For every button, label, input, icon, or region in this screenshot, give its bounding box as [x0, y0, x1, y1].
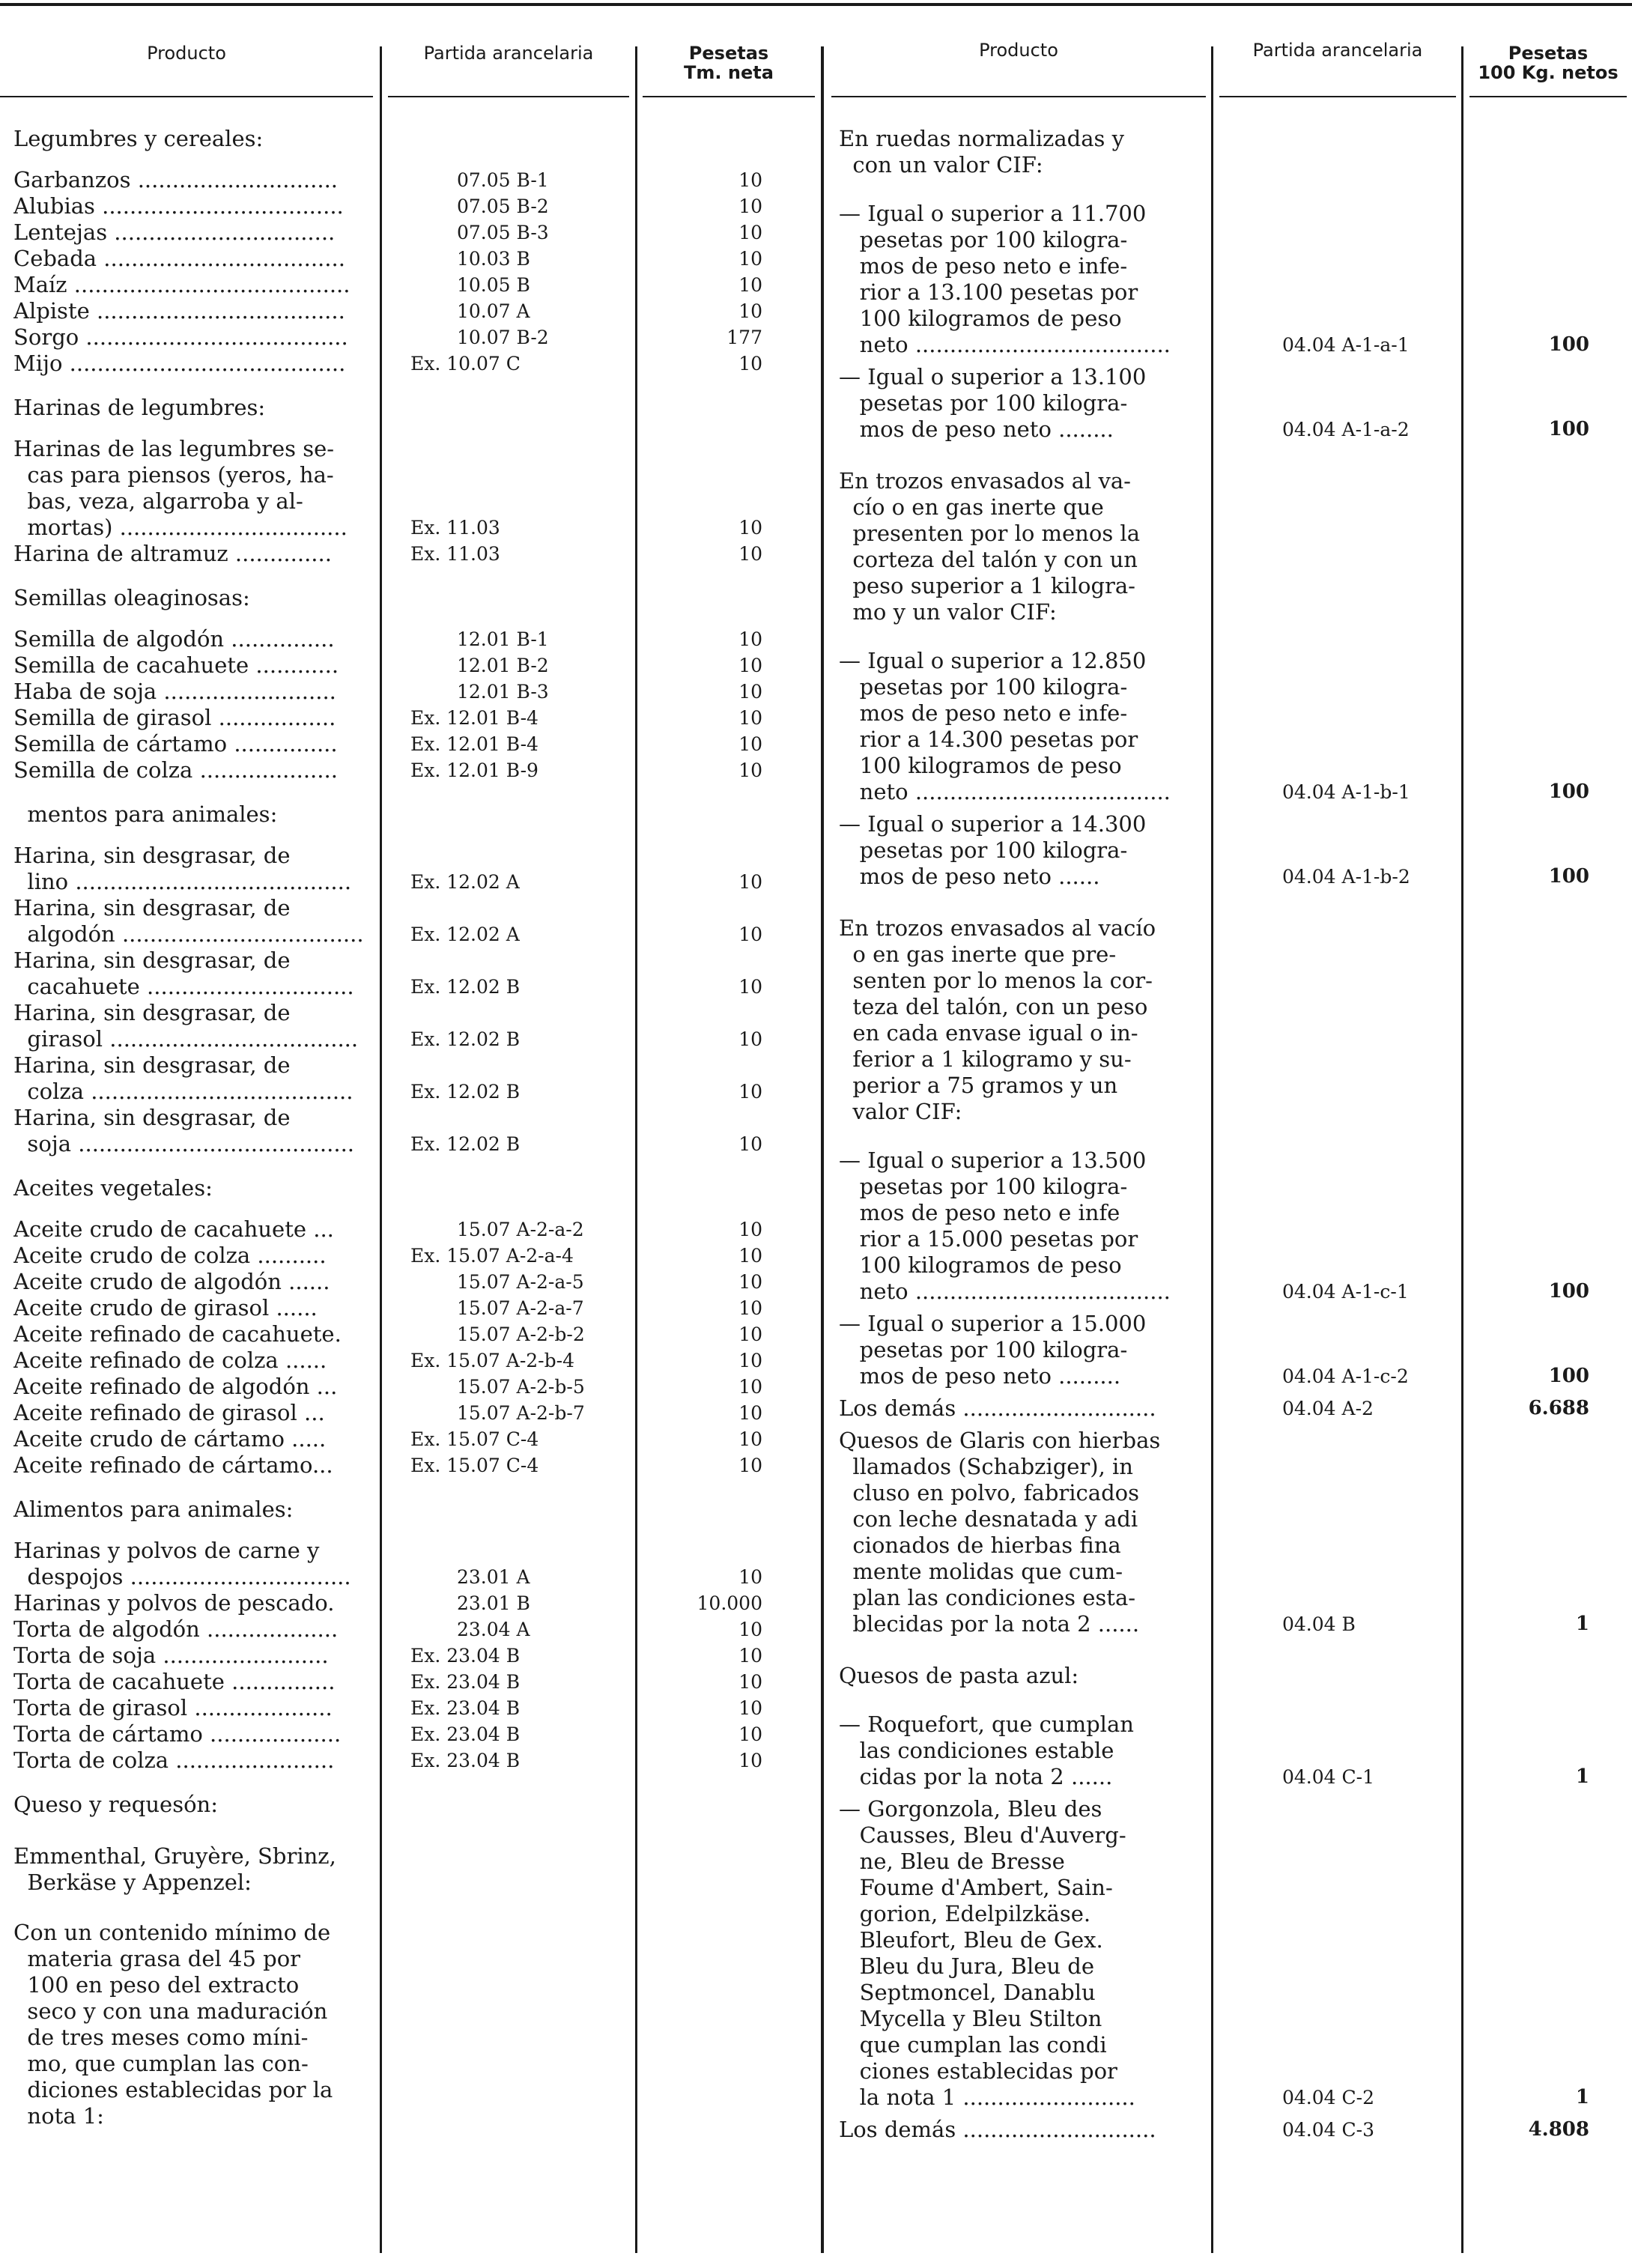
tariff-code: 10.07 B-2 [457, 327, 549, 348]
product-name-line: ne, Bleu de Bresse [839, 1849, 1065, 1874]
pesetas-value: 10 [738, 1271, 762, 1293]
tariff-code: Ex. 12.01 B-4 [410, 707, 539, 729]
section-subheading-line: mo, que cumplan las con- [13, 2051, 309, 2076]
product-name-line: plan las condiciones esta- [839, 1585, 1136, 1610]
product-name-line: Bleufort, Bleu de Gex. [839, 1927, 1103, 1953]
pesetas-value: 10 [738, 628, 762, 650]
product-name-line: Alubias ................................... [13, 193, 344, 219]
pesetas-value: 177 [726, 327, 762, 348]
product-name-line: Torta de colza ....................... [13, 1747, 335, 1773]
section-heading: Aceites vegetales: [13, 1175, 213, 1201]
section-paragraph-line: En trozos envasados al vacío [839, 915, 1156, 941]
section-paragraph-line: mo y un valor CIF: [839, 599, 1057, 625]
product-name-line: mos de peso neto e infe [839, 1200, 1120, 1225]
product-name-line: Mycella y Bleu Stilton [839, 2006, 1102, 2031]
tariff-code: 04.04 C-2 [1282, 2087, 1374, 2108]
pesetas-value: 10 [738, 1081, 762, 1103]
pesetas-value: 10 [738, 1697, 762, 1719]
tariff-code: 23.01 A [457, 1566, 530, 1588]
product-name-line: Torta de girasol .................... [13, 1695, 333, 1720]
product-name-line: Semilla de cártamo ............... [13, 731, 338, 756]
product-name-line: lino ........................................ [13, 869, 352, 894]
pesetas-value: 10 [738, 1566, 762, 1588]
product-name-line: la nota 1 ......................... [839, 2084, 1135, 2110]
product-name-line: blecidas por la nota 2 ...... [839, 1611, 1140, 1637]
tariff-code: 04.04 A-1-b-2 [1282, 866, 1410, 888]
header-right-partida: Partida arancelaria [1252, 40, 1423, 61]
product-name-line: ciones establecidas por [839, 2058, 1117, 2084]
product-name-line: rior a 15.000 pesetas por [839, 1226, 1138, 1252]
tariff-code: 04.04 A-1-c-2 [1282, 1365, 1409, 1387]
product-name-line: pesetas por 100 kilogra- [839, 1174, 1128, 1199]
section-heading: mentos para animales: [13, 801, 278, 827]
product-name-line: rior a 14.300 pesetas por [839, 727, 1138, 752]
product-name-line: Torta de algodón ................... [13, 1616, 339, 1642]
pesetas-value: 10 [738, 1323, 762, 1345]
section-subheading-line: de tres meses como míni- [13, 2025, 309, 2050]
pesetas-value: 10 [738, 1402, 762, 1424]
header-right-pesetas-2: 100 Kg. netos [1478, 62, 1619, 83]
product-name-line: mos de peso neto ...... [839, 864, 1100, 889]
product-name-line: Harina, sin desgrasar, de [13, 1052, 291, 1078]
pesetas-value: 10 [738, 248, 762, 270]
pesetas-value: 10 [738, 274, 762, 296]
product-name-line: — Igual o superior a 11.700 [839, 201, 1147, 226]
pesetas-value: 10 [738, 871, 762, 893]
header-left-pesetas-2: Tm. neta [684, 62, 774, 83]
tariff-code: 04.04 A-2 [1282, 1398, 1374, 1419]
tariff-code: 23.04 A [457, 1619, 530, 1640]
product-name-line: algodón ................................... [13, 921, 364, 947]
pesetas-value: 10 [738, 1455, 762, 1476]
pesetas-value: 10 [738, 1028, 762, 1050]
tariff-code: 04.04 A-1-a-2 [1282, 419, 1410, 440]
product-name-line: cionados de hierbas fina [839, 1532, 1121, 1558]
product-name-line: pesetas por 100 kilogra- [839, 390, 1128, 416]
section-heading: Alimentos para animales: [13, 1497, 294, 1522]
product-name-line: neto ..................................... [839, 1279, 1171, 1304]
product-name-line: Harina de altramuz .............. [13, 541, 332, 566]
section-subheading-line: Con un contenido mínimo de [13, 1920, 331, 1945]
section-paragraph-line: En trozos envasados al va- [839, 468, 1131, 494]
tariff-code: 04.04 A-1-c-1 [1282, 1281, 1409, 1303]
section-subheading-line: seco y con una maduración [13, 1998, 328, 2024]
tariff-code: Ex. 11.03 [410, 517, 500, 539]
section-heading: Queso y requesón: [13, 1792, 218, 1817]
product-name-line: cacahuete .............................. [13, 974, 354, 999]
pesetas-value: 1 [1575, 1765, 1589, 1788]
header-right-producto: Producto [979, 40, 1058, 61]
product-name-line: — Igual o superior a 15.000 [839, 1311, 1147, 1336]
tariff-code: 10.03 B [457, 248, 530, 270]
tariff-code: 04.04 B [1282, 1613, 1356, 1635]
product-name-line: neto ..................................... [839, 332, 1171, 357]
pesetas-value: 100 [1548, 333, 1589, 356]
product-name-line: Aceite crudo de algodón ...... [13, 1269, 330, 1294]
pesetas-value: 10 [738, 517, 762, 539]
product-name-line: Aceite refinado de cacahuete. [13, 1321, 342, 1347]
product-name-line: Aceite crudo de cártamo ..... [13, 1426, 327, 1452]
tariff-code: 12.01 B-3 [457, 681, 549, 703]
product-name-line: Semilla de girasol ................. [13, 705, 336, 730]
product-name-line: Harina, sin desgrasar, de [13, 895, 291, 921]
tariff-code: 07.05 B-1 [457, 169, 549, 191]
product-name-line: soja ........................................ [13, 1131, 355, 1156]
pesetas-value: 10 [738, 1245, 762, 1267]
section-heading: Semillas oleaginosas: [13, 585, 250, 610]
tariff-code: Ex. 12.02 A [410, 871, 520, 893]
product-name-line: pesetas por 100 kilogra- [839, 227, 1128, 252]
product-name-line: Aceite crudo de cacahuete ... [13, 1216, 334, 1242]
product-name-line: Foume d'Ambert, Sain- [839, 1875, 1113, 1900]
tariff-code: Ex. 23.04 B [410, 1645, 521, 1667]
tariff-code: 07.05 B-2 [457, 195, 549, 217]
pesetas-value: 1 [1575, 2086, 1589, 2108]
pesetas-value: 100 [1548, 865, 1589, 888]
product-name-line: Harina, sin desgrasar, de [13, 947, 291, 973]
pesetas-value: 10 [738, 1723, 762, 1745]
product-name-line: Harina, sin desgrasar, de [13, 1105, 291, 1130]
tariff-code: Ex. 10.07 C [410, 353, 521, 375]
product-name-line: girasol .................................... [13, 1026, 359, 1052]
section-paragraph-line: ferior a 1 kilogramo y su- [839, 1046, 1132, 1072]
tariff-code: 15.07 A-2-b-5 [457, 1376, 585, 1398]
tariff-code: 15.07 A-2-a-7 [457, 1297, 584, 1319]
product-name-line: Bleu du Jura, Bleu de [839, 1953, 1095, 1979]
product-name-line: Aceite refinado de cártamo... [13, 1452, 333, 1478]
section-subheading-line: nota 1: [13, 2103, 104, 2129]
product-name-line: Aceite crudo de colza .......... [13, 1243, 327, 1268]
product-name-line: cas para piensos (yeros, ha- [13, 462, 334, 488]
product-name-line: mos de peso neto ........ [839, 416, 1114, 442]
product-name-line: Harina, sin desgrasar, de [13, 1000, 291, 1025]
pesetas-value: 10 [738, 1645, 762, 1667]
tariff-code: Ex. 15.07 C-4 [410, 1428, 539, 1450]
header-left-partida: Partida arancelaria [423, 43, 594, 64]
section-paragraph-line: peso superior a 1 kilogra- [839, 573, 1135, 598]
pesetas-value: 10 [738, 222, 762, 243]
product-name-line: pesetas por 100 kilogra- [839, 837, 1128, 863]
tariff-code: 10.05 B [457, 274, 530, 296]
tariff-code: Ex. 12.02 B [410, 1081, 521, 1103]
tariff-code: 15.07 A-2-b-2 [457, 1323, 585, 1345]
tariff-code: 23.01 B [457, 1592, 530, 1614]
pesetas-value: 10 [738, 655, 762, 676]
product-name-line: mos de peso neto ......... [839, 1363, 1121, 1389]
product-name-line: gorion, Edelpilzkäse. [839, 1901, 1091, 1926]
tariff-code: Ex. 23.04 B [410, 1750, 521, 1771]
tariff-code: Ex. 15.07 C-4 [410, 1455, 539, 1476]
product-name-line: Haba de soja ......................... [13, 679, 336, 704]
tariff-code: Ex. 23.04 B [410, 1697, 521, 1719]
product-name-line: 100 kilogramos de peso [839, 306, 1122, 331]
product-name-line: con leche desnatada y adi [839, 1506, 1138, 1532]
product-name-line: mortas) ................................. [13, 515, 348, 540]
product-name-line: colza ...................................... [13, 1079, 354, 1104]
section-paragraph-line: senten por lo menos la cor- [839, 968, 1153, 993]
header-left-producto: Producto [147, 43, 226, 64]
tariff-code: Ex. 15.07 A-2-b-4 [410, 1350, 574, 1371]
pesetas-value: 10 [738, 976, 762, 998]
pesetas-value: 10 [738, 1428, 762, 1450]
product-name-line: Harinas y polvos de pescado. [13, 1590, 335, 1616]
product-name-line: Semilla de cacahuete ............ [13, 652, 339, 678]
product-name-line: mente molidas que cum- [839, 1559, 1123, 1584]
pesetas-value: 10 [738, 1219, 762, 1240]
product-name-line: pesetas por 100 kilogra- [839, 1337, 1128, 1362]
product-name-line: Semilla de algodón ............... [13, 626, 335, 652]
product-name-line: Aceite crudo de girasol ...... [13, 1295, 318, 1321]
header-right-pesetas-1: Pesetas [1508, 43, 1589, 64]
section-heading: Harinas de legumbres: [13, 395, 266, 420]
tariff-code: 04.04 A-1-a-1 [1282, 334, 1410, 356]
product-name-line: que cumplan las condi [839, 2032, 1107, 2058]
pesetas-value: 10 [738, 1619, 762, 1640]
section-paragraph-line: perior a 75 gramos y un [839, 1073, 1118, 1098]
product-name-line: 100 kilogramos de peso [839, 1252, 1122, 1278]
product-name-line: Quesos de Glaris con hierbas [839, 1428, 1161, 1453]
pesetas-value: 10 [738, 169, 762, 191]
product-name-line: Lentejas ................................ [13, 219, 336, 245]
pesetas-value: 6.688 [1528, 1397, 1589, 1419]
product-name-line: Harina, sin desgrasar, de [13, 843, 291, 868]
section-subheading-line: 100 en peso del extracto [13, 1972, 300, 1998]
tariff-code: 12.01 B-2 [457, 655, 549, 676]
product-name-line: Torta de cártamo ................... [13, 1721, 342, 1747]
pesetas-value: 100 [1548, 418, 1589, 440]
section-paragraph-line: valor CIF: [839, 1099, 962, 1124]
product-name-line: mos de peso neto e infe- [839, 253, 1128, 279]
product-name-line: Septmoncel, Danablu [839, 1980, 1096, 2005]
tariff-code: 12.01 B-1 [457, 628, 549, 650]
product-name-line: Harinas de las legumbres se- [13, 436, 335, 461]
product-name-line: Sorgo ...................................... [13, 324, 348, 350]
product-name-line: Garbanzos ............................. [13, 167, 339, 192]
tariff-code: 15.07 A-2-b-7 [457, 1402, 585, 1424]
product-name-line: Harinas y polvos de carne y [13, 1538, 320, 1563]
tariff-code: 15.07 A-2-a-5 [457, 1271, 584, 1293]
section-paragraph-line: en cada envase igual o in- [839, 1020, 1138, 1046]
section-paragraph-line: o en gas inerte que pre- [839, 942, 1117, 967]
tariff-code: 04.04 C-3 [1282, 2119, 1374, 2141]
product-name-line: — Gorgonzola, Bleu des [839, 1796, 1102, 1822]
section-paragraph-line: En ruedas normalizadas y [839, 126, 1124, 151]
product-name-line: — Igual o superior a 13.100 [839, 364, 1147, 389]
tariff-code: Ex. 12.02 B [410, 1028, 521, 1050]
product-name-line: Aceite refinado de colza ...... [13, 1347, 327, 1373]
product-name-line: cidas por la nota 2 ...... [839, 1764, 1113, 1789]
section-subheading-line: materia grasa del 45 por [13, 1946, 301, 1971]
pesetas-value: 1 [1575, 1613, 1589, 1635]
pesetas-value: 10 [738, 300, 762, 322]
tariff-code: Ex. 23.04 B [410, 1723, 521, 1745]
product-name-line: Maíz ........................................ [13, 272, 351, 297]
tariff-code: Ex. 12.02 A [410, 924, 520, 945]
product-name-line: Alpiste .................................... [13, 298, 345, 324]
pesetas-value: 10.000 [697, 1592, 762, 1614]
product-name-line: Torta de soja ........................ [13, 1643, 329, 1668]
product-name-line: despojos ................................ [13, 1564, 351, 1589]
product-name-line: Mijo ........................................ [13, 351, 346, 376]
pesetas-value: 10 [738, 543, 762, 565]
tariff-code: 07.05 B-3 [457, 222, 549, 243]
section-paragraph-line: presenten por lo menos la [839, 521, 1140, 546]
pesetas-value: 10 [738, 681, 762, 703]
section-paragraph-line: corteza del talón y con un [839, 547, 1138, 572]
tariff-code: Ex. 15.07 A-2-a-4 [410, 1245, 574, 1267]
product-name-line: Aceite refinado de algodón ... [13, 1374, 338, 1399]
pesetas-value: 100 [1548, 1280, 1589, 1303]
product-name-line: Semilla de colza .................... [13, 757, 338, 783]
pesetas-value: 10 [738, 1376, 762, 1398]
section-paragraph-line: teza del talón, con un peso [839, 994, 1148, 1019]
section-subheading-line: Berkäse y Appenzel: [13, 1870, 252, 1895]
pesetas-value: 10 [738, 1671, 762, 1693]
section-heading: Legumbres y cereales: [13, 126, 264, 151]
pesetas-value: 100 [1548, 1365, 1589, 1387]
product-name-line: — Igual o superior a 14.300 [839, 811, 1147, 837]
product-name-line: Los demás ............................ [839, 1395, 1156, 1421]
product-name-line: Los demás ............................ [839, 2117, 1156, 2142]
pesetas-value: 10 [738, 924, 762, 945]
section-paragraph-line: con un valor CIF: [839, 152, 1043, 178]
tariff-code: Ex. 12.01 B-4 [410, 733, 539, 755]
pesetas-value: 10 [738, 1750, 762, 1771]
tariff-code: Ex. 12.01 B-9 [410, 759, 539, 781]
tariff-code: Ex. 12.02 B [410, 1133, 521, 1155]
product-name-line: Causses, Bleu d'Auverg- [839, 1822, 1126, 1848]
product-name-line: neto ..................................... [839, 779, 1171, 804]
product-name-line: — Igual o superior a 12.850 [839, 648, 1147, 673]
product-name-line: Aceite refinado de girasol ... [13, 1400, 325, 1425]
product-name-line: — Roquefort, que cumplan [839, 1711, 1134, 1737]
product-name-line: — Igual o superior a 13.500 [839, 1147, 1147, 1173]
pesetas-value: 10 [738, 1297, 762, 1319]
product-name-line: las condiciones estable [839, 1738, 1114, 1763]
tariff-code: Ex. 23.04 B [410, 1671, 521, 1693]
product-name-line: rior a 13.100 pesetas por [839, 279, 1138, 305]
pesetas-value: 10 [738, 733, 762, 755]
tariff-code: Ex. 12.02 B [410, 976, 521, 998]
product-name-line: bas, veza, algarroba y al- [13, 488, 303, 514]
tariff-code: 04.04 A-1-b-1 [1282, 781, 1410, 803]
pesetas-value: 10 [738, 707, 762, 729]
pesetas-value: 10 [738, 759, 762, 781]
tariff-code: Ex. 11.03 [410, 543, 500, 565]
pesetas-value: 4.808 [1528, 2118, 1589, 2141]
product-name-line: mos de peso neto e infe- [839, 700, 1128, 726]
right-table-body [824, 0, 1632, 2268]
section-paragraph-line: Quesos de pasta azul: [839, 1663, 1079, 1688]
pesetas-value: 10 [738, 1350, 762, 1371]
tariff-code: 04.04 C-1 [1282, 1766, 1374, 1788]
product-name-line: cluso en polvo, fabricados [839, 1480, 1139, 1506]
product-name-line: llamados (Schabziger), in [839, 1454, 1133, 1479]
section-subheading-line: Emmenthal, Gruyère, Sbrinz, [13, 1843, 336, 1869]
section-paragraph-line: cío o en gas inerte que [839, 494, 1104, 520]
product-name-line: Cebada ................................... [13, 246, 345, 271]
pesetas-value: 10 [738, 195, 762, 217]
product-name-line: pesetas por 100 kilogra- [839, 674, 1128, 700]
tariff-code: 15.07 A-2-a-2 [457, 1219, 584, 1240]
pesetas-value: 10 [738, 1133, 762, 1155]
section-subheading-line: diciones establecidas por la [13, 2077, 333, 2102]
product-name-line: Torta de cacahuete ............... [13, 1669, 336, 1694]
pesetas-value: 10 [738, 353, 762, 375]
header-left-pesetas-1: Pesetas [688, 43, 769, 64]
tariff-code: 10.07 A [457, 300, 530, 322]
product-name-line: 100 kilogramos de peso [839, 753, 1122, 778]
pesetas-value: 100 [1548, 780, 1589, 803]
